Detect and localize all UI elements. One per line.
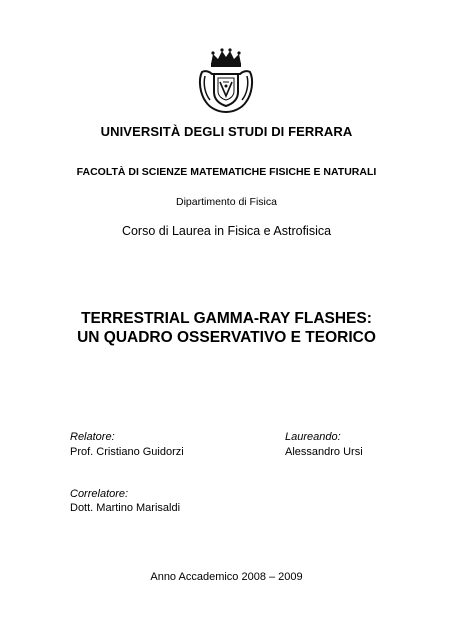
relatore-label: Relatore: <box>70 431 115 443</box>
academic-year: Anno Accademico 2008 – 2009 <box>150 571 303 583</box>
university-crest-icon <box>196 46 256 114</box>
thesis-title <box>0 309 453 347</box>
course-name: Corso di Laurea in Fisica e Astrofisica <box>121 224 332 238</box>
thesis-title-line-2: UN QUADRO OSSERVATIVO E TEORICO <box>77 329 376 346</box>
laureando-name: Alessandro Ursi <box>285 446 363 458</box>
correlatore-name: Dott. Martino Marisaldi <box>70 502 181 514</box>
faculty-name: FACOLTÀ DI SCIENZE MATEMATICHE FISICHE E NATURALI <box>76 166 377 178</box>
laureando-label: Laureando: <box>285 431 341 443</box>
correlatore-label: Correlatore: <box>70 488 129 500</box>
thesis-title-line-1: TERRESTRIAL GAMMA-RAY FLASHES: <box>81 310 372 327</box>
university-name: UNIVERSITÀ DEGLI STUDI DI FERRARA <box>100 124 353 139</box>
relatore-name: Prof. Cristiano Guidorzi <box>70 446 184 458</box>
department-name: Dipartimento di Fisica <box>176 196 277 208</box>
